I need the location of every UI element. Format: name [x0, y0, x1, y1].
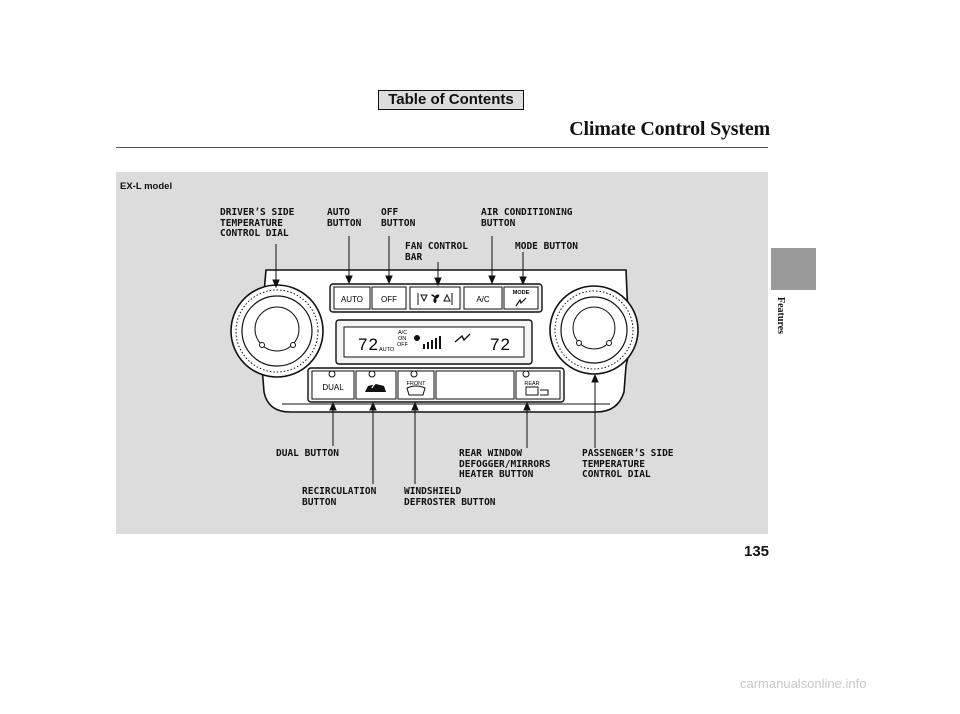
- callout-drivers-dial: DRIVER’S SIDE TEMPERATURE CONTROL DIAL: [220, 207, 295, 239]
- drivers-temperature-dial[interactable]: [231, 285, 323, 377]
- page-title: Climate Control System: [569, 118, 770, 140]
- svg-text:AUTO: AUTO: [379, 347, 395, 353]
- svg-text:A/C: A/C: [398, 330, 408, 336]
- passengers-temperature-dial[interactable]: [550, 286, 638, 374]
- page-number: 135: [744, 543, 770, 560]
- mode-button[interactable]: [504, 287, 538, 309]
- off-button[interactable]: [372, 287, 406, 309]
- callout-windshield-defroster: WINDSHIELD DEFROSTER BUTTON: [404, 486, 496, 508]
- svg-text:OFF: OFF: [397, 342, 408, 348]
- climate-display: [336, 320, 532, 364]
- rear-defogger-button[interactable]: [516, 371, 560, 399]
- svg-text:72: 72: [490, 335, 511, 354]
- svg-text:FRONT: FRONT: [406, 381, 426, 387]
- footer-watermark[interactable]: carmanualsonline.info: [740, 676, 867, 691]
- svg-text:OFF: OFF: [381, 295, 397, 304]
- callout-ac-button: AIR CONDITIONING BUTTON: [481, 207, 573, 229]
- callout-auto-button: AUTO BUTTON: [327, 207, 362, 229]
- callout-dual-button: DUAL BUTTON: [276, 448, 339, 459]
- table-of-contents-button[interactable]: Table of Contents: [378, 90, 524, 110]
- callout-rear-defogger: REAR WINDOW DEFOGGER/MIRRORS HEATER BUTTON: [459, 448, 551, 480]
- callout-mode-button: MODE BUTTON: [515, 241, 578, 252]
- recirculation-button[interactable]: [356, 371, 396, 399]
- callout-fan-bar: FAN CONTROL BAR: [405, 241, 468, 263]
- section-tab-label: Features: [775, 297, 786, 335]
- callout-passengers-dial: PASSENGER’S SIDE TEMPERATURE CONTROL DIAL: [582, 448, 674, 480]
- svg-text:MODE: MODE: [512, 290, 530, 296]
- svg-text:DUAL: DUAL: [322, 383, 344, 392]
- callout-recirculation-button: RECIRCULATION BUTTON: [302, 486, 377, 508]
- svg-text:72: 72: [358, 335, 379, 354]
- svg-text:A/C: A/C: [476, 295, 490, 304]
- svg-text:AUTO: AUTO: [340, 295, 364, 304]
- callout-off-button: OFF BUTTON: [381, 207, 416, 229]
- ac-button[interactable]: [464, 287, 502, 309]
- svg-text:ON: ON: [398, 336, 407, 342]
- svg-text:REAR: REAR: [524, 381, 540, 387]
- fan-control-bar[interactable]: [410, 287, 460, 309]
- auto-button[interactable]: [334, 287, 370, 309]
- model-label: EX-L model: [120, 181, 173, 192]
